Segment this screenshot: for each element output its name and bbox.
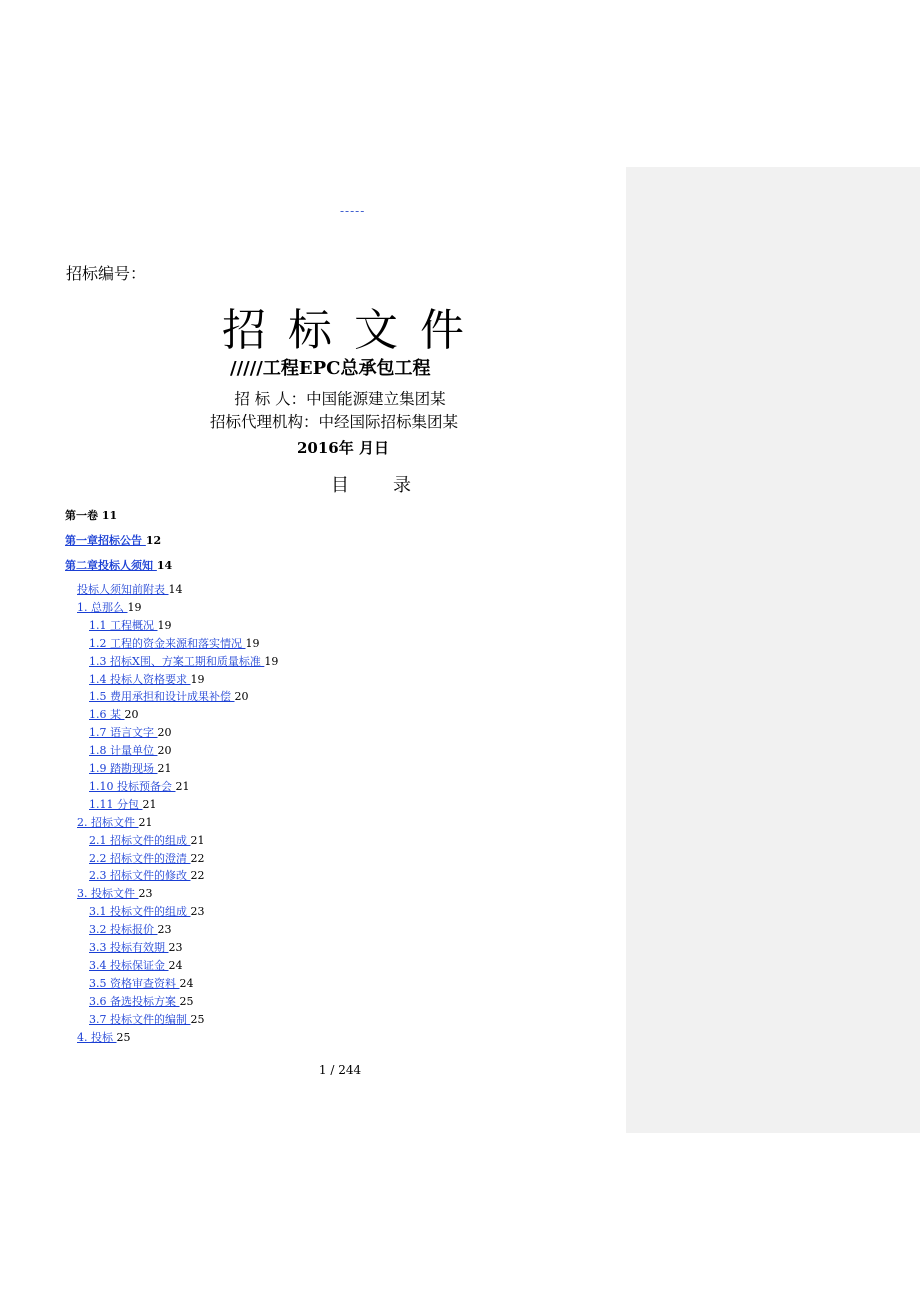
toc-entry-page: 21 [175,779,190,793]
toc-entry[interactable] [89,708,139,722]
toc-entry-title[interactable]: 2. 招标文件 [77,815,139,829]
toc-entry[interactable] [65,534,161,548]
toc-entry-page: 19 [157,618,172,632]
header-dash: ----- [340,204,366,218]
toc-entry-page: 22 [190,869,205,883]
toc-entry[interactable] [89,869,205,883]
toc-entry[interactable] [89,1013,205,1027]
toc-entry-page: 11 [101,509,118,522]
toc-entry-title[interactable]: 2.1 招标文件的组成 [89,833,191,847]
page-indicator: 1 / 244 [318,1063,362,1077]
toc-entry-title[interactable]: 3.4 投标保证金 [89,958,169,972]
toc-entry-title[interactable]: 1.9 踏勘现场 [89,762,158,775]
toc-entry-title: 第一卷 [65,509,102,522]
toc-entry-title[interactable]: 1.6 某 [89,708,125,722]
toc-entry[interactable] [77,583,183,597]
toc-entry-page: 25 [179,994,194,1008]
toc-entry[interactable] [89,673,205,687]
toc-entry-title[interactable]: 1.5 费用承担和设计成果补偿 [89,690,235,704]
toc-entry[interactable] [89,977,194,991]
toc-entry-page: 20 [157,726,172,740]
toc-entry-title[interactable]: 3. 投标文件 [77,887,139,901]
toc-entry-title[interactable]: 第二章投标人须知 [65,559,157,572]
toc-entry-page: 20 [157,744,172,758]
agency-line: 招标代理机构：中经国际招标集团某 [209,413,458,431]
toc-entry[interactable] [89,923,172,937]
toc-entry-page: 19 [264,654,279,668]
toc-entry[interactable] [77,816,153,830]
toc-entry-title[interactable]: 1.3 招标X围、方案工期和质量标准 [89,654,265,668]
toc-entry-title[interactable]: 3.6 备选投标方案 [89,994,180,1008]
toc-entry[interactable] [89,959,183,973]
toc-entry-title[interactable]: 第一章招标公告 [65,534,146,547]
toc-entry-title[interactable]: 3.5 资格审查资料 [89,976,180,990]
toc-entry-title[interactable]: 1.8 计量单位 [89,744,158,758]
toc-entry[interactable] [89,905,205,919]
toc-entry[interactable] [77,601,142,615]
toc-entry-title[interactable]: 1.11 分包 [89,797,143,811]
toc-entry[interactable] [89,762,172,776]
toc-entry-title[interactable]: 1.7 语言文字 [89,726,158,740]
document-title: 招标文件 [222,305,486,356]
toc-entry[interactable] [65,559,172,573]
toc-entry[interactable] [77,887,153,901]
toc-entry-title[interactable]: 投标人须知前附表 [77,583,169,596]
toc-heading [331,471,411,497]
toc-entry[interactable] [89,655,278,669]
toc-entry[interactable] [89,780,190,794]
toc-entry-page: 21 [138,815,153,829]
toc-entry[interactable] [89,726,172,740]
toc-entry-page: 23 [138,887,153,901]
toc-entry-page: 25 [190,1012,205,1026]
toc-heading-left: 目 [331,475,349,496]
toc-entry[interactable] [89,619,172,633]
toc-entry-page: 25 [116,1030,131,1044]
toc-entry-title[interactable]: 3.3 投标有效期 [89,941,169,954]
toc-entry-page: 19 [245,636,260,650]
toc-entry[interactable] [89,941,183,955]
toc-entry-page: 24 [179,976,194,990]
toc-entry-page: 19 [127,600,142,614]
toc-entry[interactable] [89,798,157,812]
toc-entry-page: 23 [157,923,172,937]
toc-entry-title[interactable]: 1.1 工程概况 [89,618,158,632]
toc-heading-right: 录 [393,475,411,496]
toc-entry-title[interactable]: 3.2 投标报价 [89,923,158,937]
toc-entry[interactable] [77,1031,131,1045]
toc-entry[interactable] [89,852,205,866]
toc-entry-page: 20 [234,690,249,704]
toc-entry[interactable] [89,834,205,848]
tenderer-line: 招 标 人：中国能源建立集团某 [234,390,446,408]
toc-entry-title[interactable]: 3.1 投标文件的组成 [89,905,191,919]
toc-entry-page: 14 [156,559,173,572]
toc-entry-title[interactable]: 1.10 投标预备会 [89,779,176,793]
toc-entry-page: 19 [190,672,205,686]
bid-number-label: 招标编号： [66,264,147,283]
toc-entry-page: 22 [190,851,205,865]
toc-entry-title[interactable]: 1.2 工程的资金来源和落实情况 [89,636,246,650]
toc-entry-title[interactable]: 4. 投标 [77,1030,117,1044]
toc-entry[interactable] [89,744,172,758]
project-subtitle: /////工程EPC总承包工程 [230,358,431,379]
toc-entry-page: 23 [168,941,183,954]
toc-entry-page: 12 [145,534,162,547]
toc-entry[interactable] [89,690,249,704]
document-date: 2016年 月日 [297,439,389,457]
toc-entry-page: 14 [168,583,183,596]
toc-entry-page: 21 [157,762,172,775]
toc-entry-page: 24 [168,958,183,972]
toc-entry-page: 20 [124,708,139,722]
toc-entry-title[interactable]: 2.2 招标文件的澄清 [89,851,191,865]
toc-entry[interactable] [89,995,194,1009]
toc-entry-page: 21 [190,833,205,847]
toc-entry-title[interactable]: 2.3 招标文件的修改 [89,869,191,883]
toc-entry-title[interactable]: 1.4 投标人资格要求 [89,672,191,686]
toc-entry [65,509,117,523]
toc-entry-page: 21 [142,797,157,811]
toc-entry[interactable] [89,637,260,651]
toc-entry-page: 23 [190,905,205,919]
toc-entry-title[interactable]: 3.7 投标文件的编制 [89,1012,191,1026]
toc-entry-title[interactable]: 1. 总那么 [77,600,128,614]
